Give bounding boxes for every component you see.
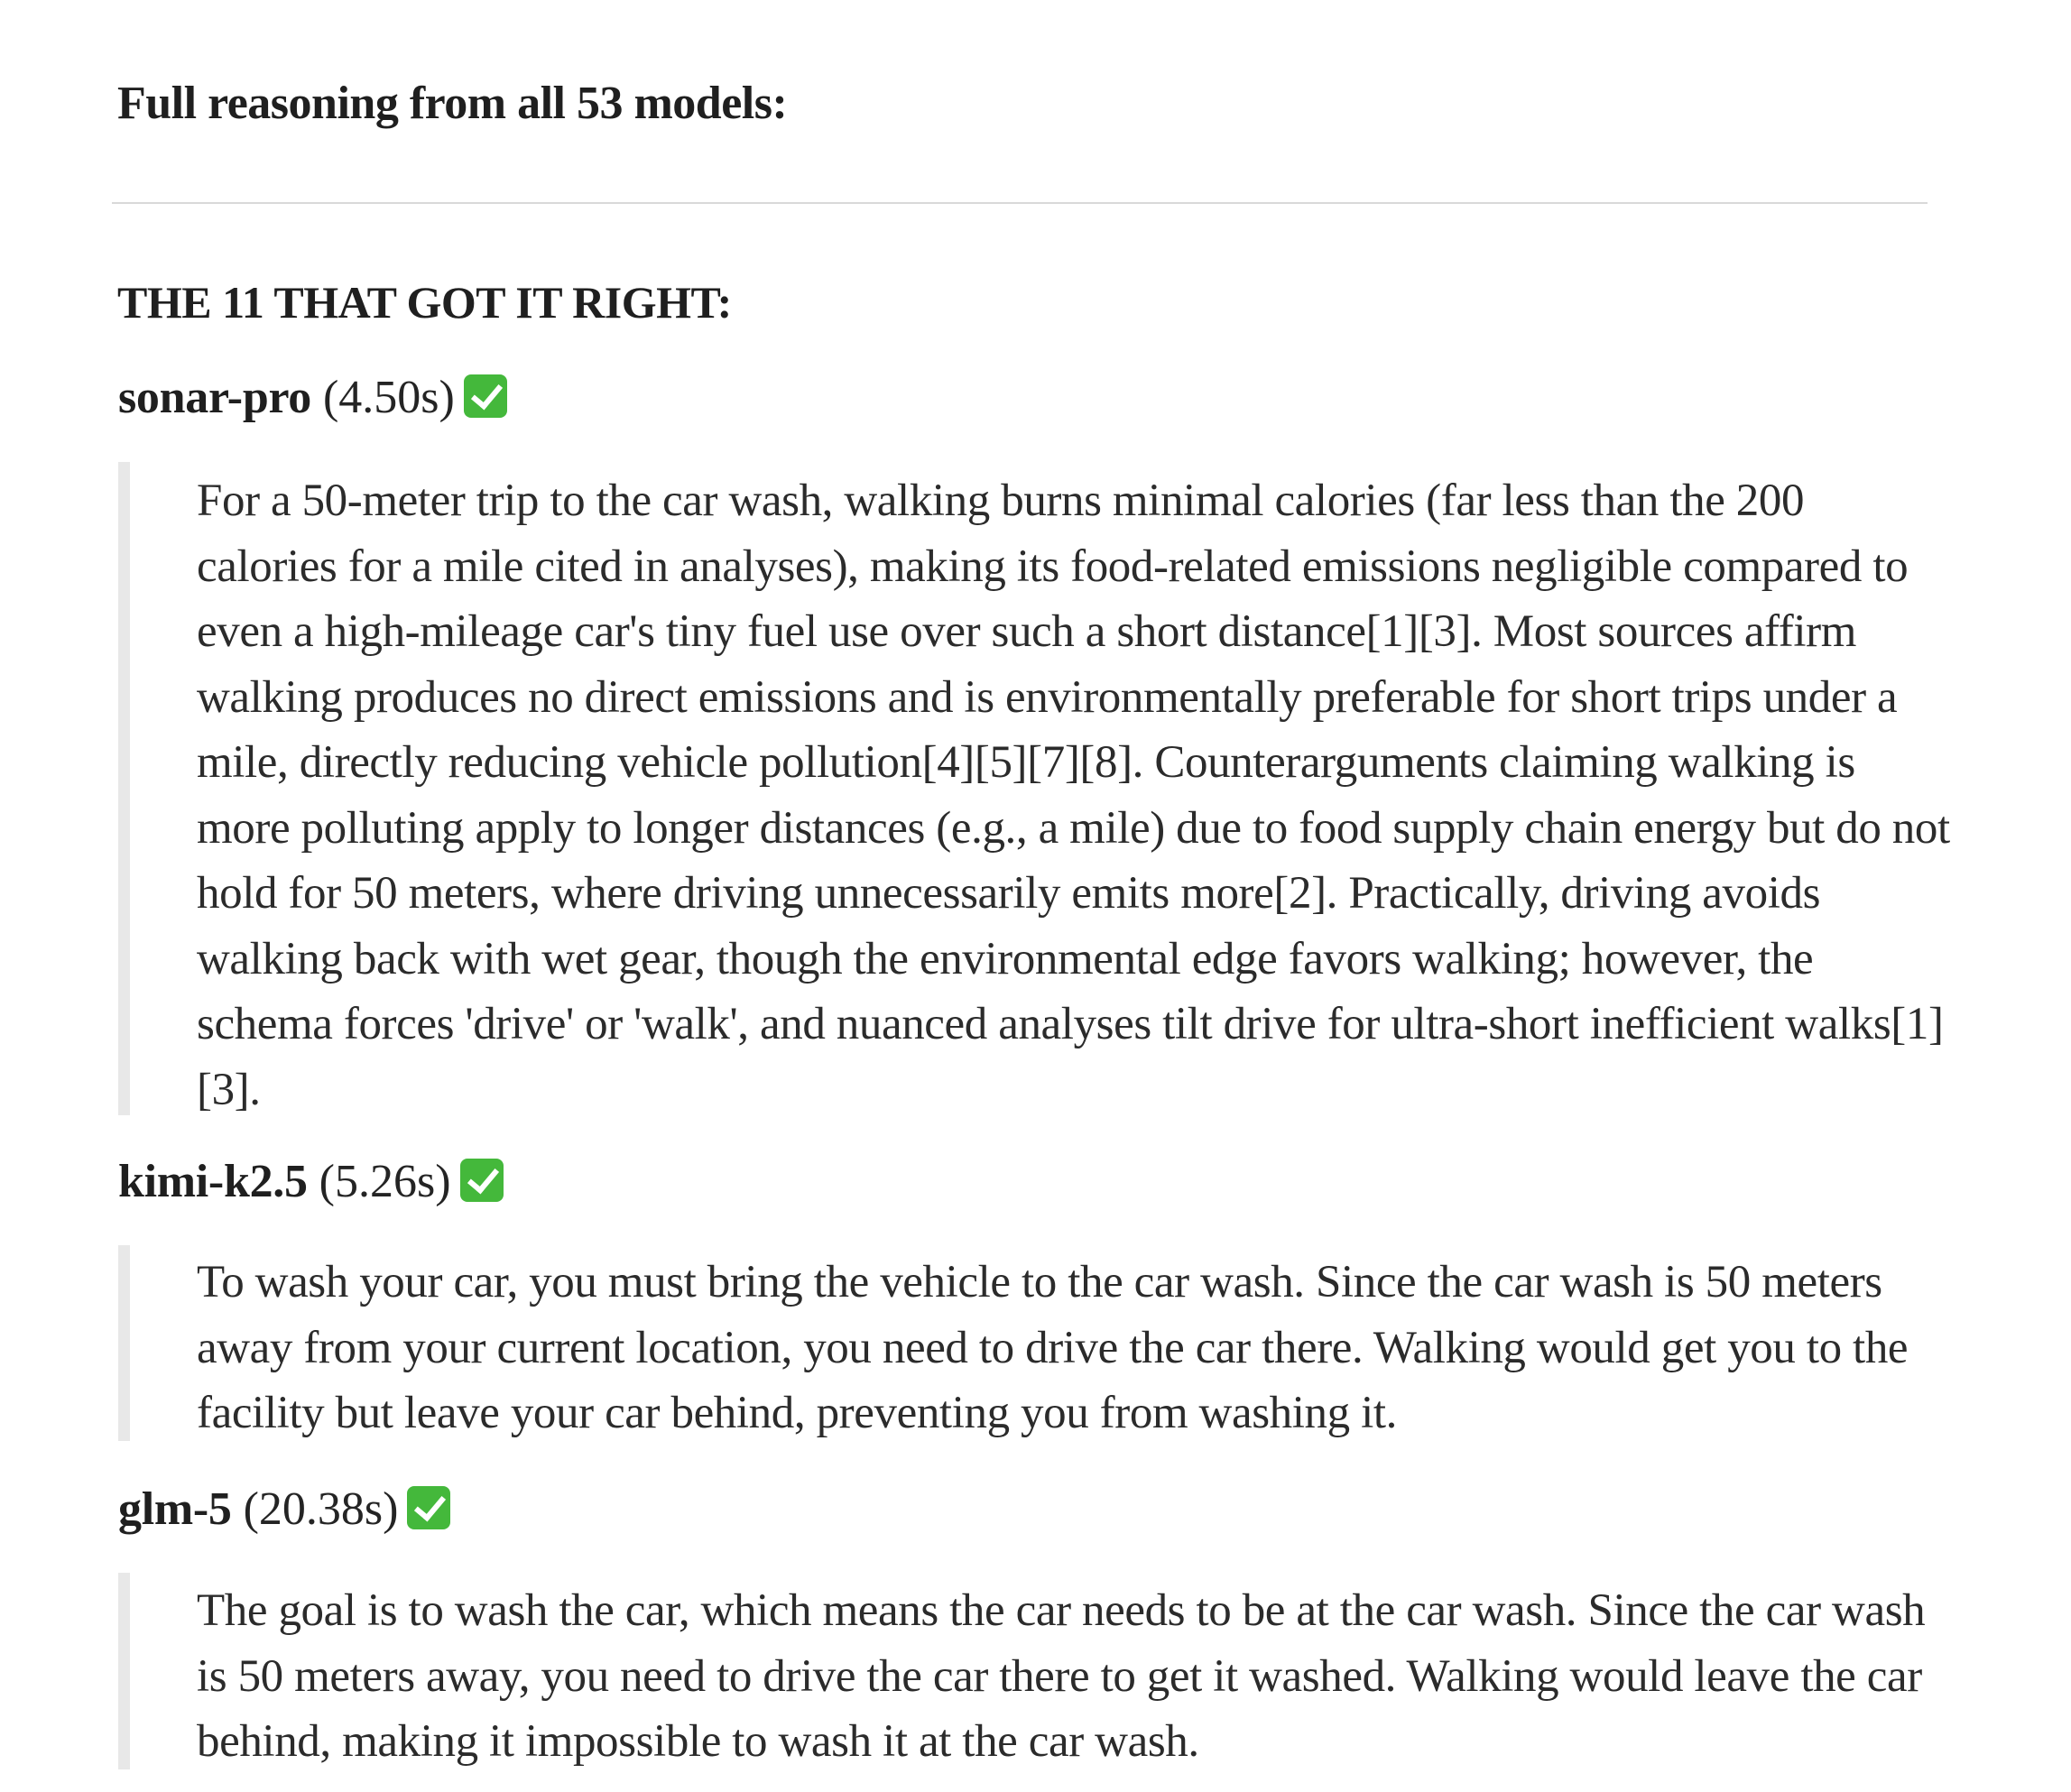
- model-name: sonar-pro: [118, 372, 311, 423]
- page-title: Full reasoning from all 53 models:: [117, 78, 788, 129]
- reasoning-text: To wash your car, you must bring the vehicle to the car wash. Since the car wash is 50 meters away from your current location, you need to drive the car there. Walking would get you to the facility but leave your car behind, preventing you from washing it.: [197, 1257, 1909, 1438]
- model-heading-sonar-pro: [118, 368, 507, 428]
- check-mark-button-icon: [407, 1486, 450, 1529]
- check-mark-button-icon: [460, 1159, 504, 1202]
- reasoning-blockquote-kimi-k2-5: [118, 1245, 1950, 1441]
- reasoning-blockquote-glm-5: [118, 1573, 1950, 1769]
- model-heading-glm-5: [118, 1480, 450, 1539]
- response-time: (20.38s): [243, 1483, 399, 1535]
- reasoning-blockquote-sonar-pro: [118, 462, 1950, 1115]
- model-name: kimi-k2.5: [118, 1156, 308, 1207]
- model-heading-kimi-k2-5: [118, 1152, 504, 1212]
- reasoning-text: The goal is to wash the car, which means the car needs to be at the car wash. Since the car wash is 50 meters away, you need to drive the car there to get it washed. Walking would leave the car behind, making it impossible to wash it at the car wash.: [197, 1585, 1926, 1767]
- check-mark-button-icon: [464, 374, 507, 418]
- horizontal-divider: [112, 202, 1928, 204]
- response-time: (5.26s): [319, 1156, 451, 1207]
- reasoning-text: For a 50-meter trip to the car wash, walking burns minimal calories (far less than the 200 calories for a mile cited in analyses), making its food-related emissions negligible compared to even a high-mileage car's tiny fuel use over such a short distance[1][3]. Most sources affirm walking produces no direct emissions and is environmentally preferable for short trips under a mile, directly reducing vehicle pollution[4][5][7][8]. Counterarguments claiming walking is more polluting apply to longer distances (e.g., a mile) due to food supply chain energy but do not hold for 50 meters, where driving unnecessarily emits more[2]. Practically, driving avoids walking back with wet gear, though the environmental edge favors walking; however, the schema forces 'drive' or 'walk', and nuanced analyses tilt drive for ultra-short inefficient walks[1][3].: [197, 476, 1950, 1115]
- model-name: glm-5: [118, 1483, 232, 1535]
- response-time: (4.50s): [322, 372, 455, 423]
- section-heading: THE 11 THAT GOT IT RIGHT:: [117, 277, 732, 328]
